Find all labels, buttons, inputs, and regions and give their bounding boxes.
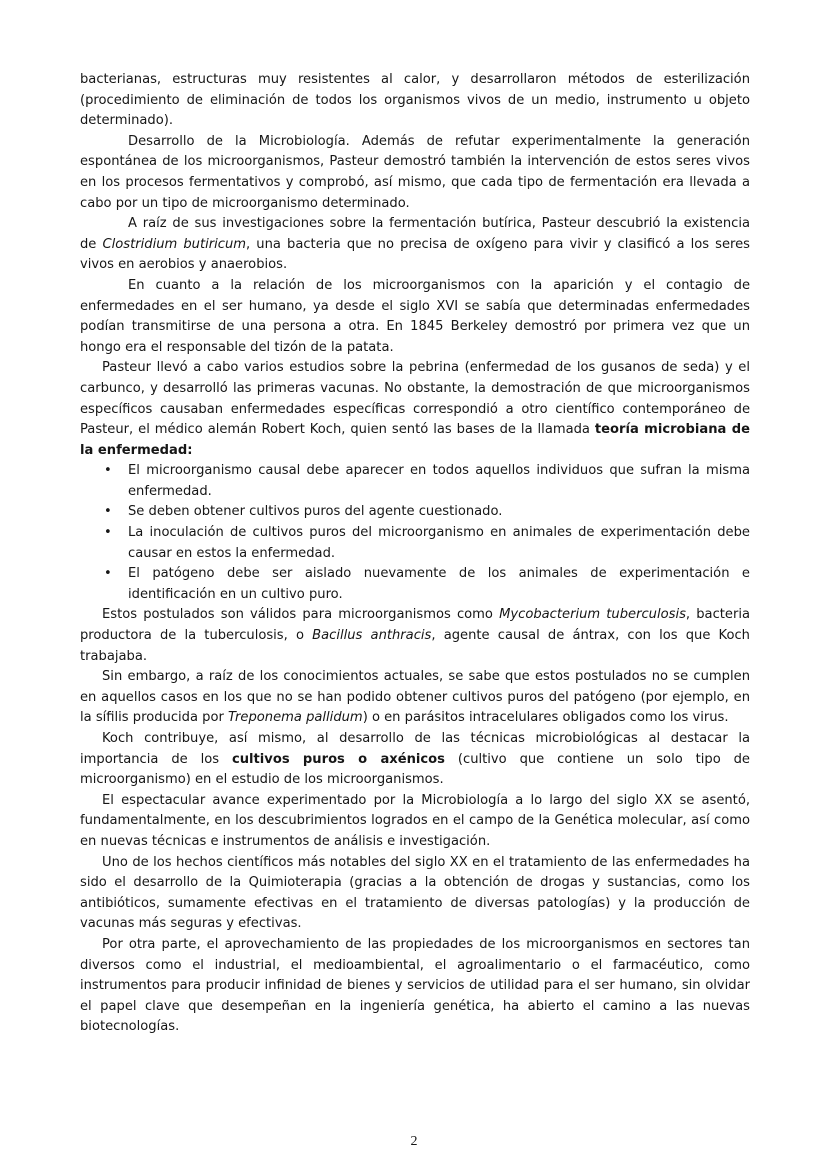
paragraphs-after-list <box>80 605 750 1037</box>
text-run: (cultivo que contiene un solo tipo de microorganismo) en el estudio de los microorganismos. <box>80 751 750 788</box>
italic-term: Bacillus anthracis <box>312 628 432 644</box>
italic-term: Treponema pallidum <box>228 710 363 726</box>
text-run: A raíz de sus investigaciones sobre la fermentación butírica, Pasteur descubrió la existencia de <box>80 216 750 252</box>
paragraph <box>80 667 750 729</box>
paragraph <box>80 729 750 791</box>
paragraph <box>80 605 750 667</box>
list-item: • El patógeno debe ser aislado nuevamente de los animales de experimentación e identificación en un cultivo puro. <box>128 564 750 605</box>
paragraph <box>80 935 750 1038</box>
bold-term: cultivos puros o axénicos <box>231 751 445 767</box>
paragraph <box>80 853 750 935</box>
text-run: Uno de los hechos científicos más notables del siglo XX en el tratamiento de las enfermedades ha sido el desarrollo de la Quimioterapia (gracias a la obtención de drogas y sustancias, como los antibióticos, sumamente efectivas en el tratamiento de diversas patologías) y la producción de vacunas más seguras y efectivas. <box>80 854 750 932</box>
text-run: Desarrollo de la Microbiología. Además de refutar experimentalmente la generación espontánea de los microorganismos, Pasteur demostró también la intervención de estos seres vivos en los procesos fermentativos y comprobó, así mismo, que cada tipo de fermentación era llevada a cabo por un tipo de microorganismo determinado. <box>80 133 750 211</box>
paragraph <box>80 791 750 853</box>
text-run: , una bacteria que no precisa de oxígeno para vivir y clasificó a los seres vivos en aerobios y anaerobios. <box>80 236 751 273</box>
text-run: ) o en parásitos intracelulares obligados como los virus. <box>362 710 729 726</box>
list-item: • Se deben obtener cultivos puros del agente cuestionado. <box>128 502 750 523</box>
text-run: bacterianas, estructuras muy resistentes al calor, y desarrollaron métodos de esterilización (procedimiento de eliminación de todos los organismos vivos de un medio, instrumento u objeto determinado). <box>80 72 750 129</box>
text-run: Por otra parte, el aprovechamiento de las propiedades de los microorganismos en sectores tan diversos como el industrial, el medioambiental, el agroalimentario o el farmacéutico, como instrumentos para producir infinidad de bienes y servicios de utilidad para el ser humano, sin olvidar el papel clave que desempeñan en la ingeniería genética, ha abierto el camino a las nuevas biotecnologías. <box>80 936 750 1035</box>
text-run: Estos postulados son válidos para microorganismos como <box>102 607 500 623</box>
text-run: El espectacular avance experimentado por la Microbiología a lo largo del siglo XX se asentó, fundamentalmente, en los descubrimientos logrados en el campo de la Genética molecular, así como en nuevas técnicas e instrumentos de análisis e investigación. <box>80 792 750 849</box>
text-run: Sin embargo, a raíz de los conocimientos actuales, se sabe que estos postulados no se cumplen en aquellos casos en los que no se han podido obtener cultivos puros del patógeno (por ejemplo, en la sífilis producida por <box>80 669 750 726</box>
paragraph <box>80 358 750 461</box>
text-run: Koch contribuye, así mismo, al desarrollo de las técnicas microbiológicas al destacar la importancia de los <box>80 731 750 767</box>
text-run: En cuanto a la relación de los microorganismos con la aparición y el contagio de enfermedades en el ser humano, ya desde el siglo XVI se sabía que determinadas enfermedades podían transmitirse de una persona a otra. En 1845 Berkeley demostró por primera vez que un hongo era el responsable del tizón de la patata. <box>80 277 750 355</box>
italic-term: Clostridium butiricum <box>102 236 247 252</box>
paragraph <box>80 276 750 358</box>
paragraph <box>80 70 750 132</box>
paragraph <box>80 214 750 276</box>
text-run: , agente causal de ántrax, con los que Koch trabajaba. <box>80 628 750 664</box>
bold-term: teoría microbiana de la enfermedad: <box>80 422 750 458</box>
text-run: , bacteria productora de la tuberculosis, o <box>80 607 751 644</box>
text-run: Pasteur llevó a cabo varios estudios sobre la pebrina (enfermedad de los gusanos de seda) y el carbunco, y desarrolló las primeras vacunas. No obstante, la demostración de que microorganismos específicos causaban enfermedades específicas correspondió a otro científico contemporáneo de Pasteur, el médico alemán Robert Koch, quien sentó las bases de la llamada <box>80 360 750 438</box>
list-item: • La inoculación de cultivos puros del microorganismo en animales de experimentación debe causar en estos la enfermedad. <box>128 523 750 564</box>
page-number: 2 <box>410 1134 418 1149</box>
paragraph <box>80 132 750 214</box>
italic-term: Mycobacterium tuberculosis <box>499 607 686 623</box>
paragraphs-before-list <box>80 70 750 461</box>
document-body <box>80 70 750 1038</box>
koch-postulates-list <box>80 461 750 605</box>
list-item: • El microorganismo causal debe aparecer en todos aquellos individuos que sufran la misma enfermedad. <box>128 461 750 502</box>
